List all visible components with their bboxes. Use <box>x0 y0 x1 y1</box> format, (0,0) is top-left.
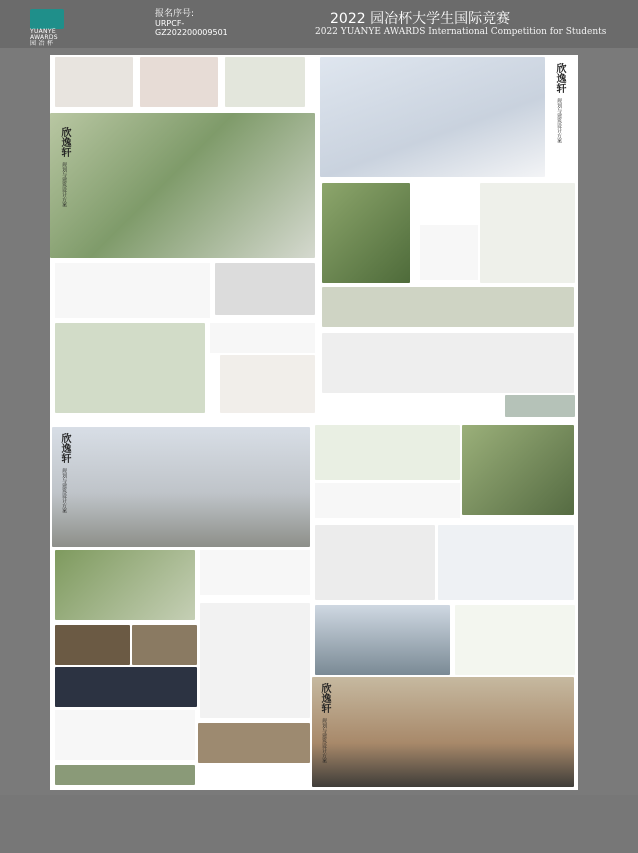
site-notes <box>210 323 315 353</box>
logo-line2: AWARDS <box>30 34 58 41</box>
design-description <box>55 263 210 318</box>
evening-facade-render <box>312 677 574 787</box>
plan-thumbnail-3 <box>225 57 305 107</box>
project-subtitle-2: 规划与建筑设计方案 <box>61 162 67 208</box>
project-title-bottom <box>315 683 334 778</box>
interior-notes <box>55 710 195 760</box>
eco-description <box>315 483 460 518</box>
green-courtyard-render <box>462 425 574 515</box>
project-title-left-1 <box>55 127 74 237</box>
interior-photo-1 <box>55 625 130 665</box>
project-name-3: 欣逸轩 <box>59 433 70 463</box>
elevation-photo <box>505 395 575 417</box>
interior-photo-2 <box>132 625 197 665</box>
site-plan <box>55 323 205 413</box>
concept-notes <box>420 225 478 280</box>
aerial-snow-render <box>320 57 545 177</box>
poster-board <box>50 55 578 790</box>
logo-mark-icon <box>30 9 64 29</box>
section-diagrams <box>480 183 575 283</box>
roof-sketch <box>220 355 315 413</box>
detail-drawings <box>315 525 435 600</box>
footer-band <box>0 795 638 853</box>
reg-line2: GZ202200009501 <box>155 28 228 37</box>
plan-thumbnail-2 <box>140 57 218 107</box>
project-name-2: 欣逸轩 <box>59 127 70 157</box>
structure-diagrams <box>322 333 574 393</box>
lower-render <box>315 605 450 675</box>
detail-photos-row <box>322 287 574 327</box>
floor-plans <box>200 603 310 718</box>
facade-render <box>52 427 310 547</box>
project-name-1: 欣逸轩 <box>554 63 565 93</box>
location-map <box>215 263 315 315</box>
greenery-circles <box>455 605 575 675</box>
night-photo <box>55 667 197 707</box>
project-name-4: 欣逸轩 <box>319 683 330 713</box>
landscape-axonometric <box>55 550 195 620</box>
green-roof-render <box>322 183 410 283</box>
project-subtitle-3: 规划与建筑设计方案 <box>61 468 67 514</box>
registration-number <box>155 10 228 37</box>
header-bar <box>0 0 638 48</box>
reg-line1: URPCF- <box>155 19 185 28</box>
solar-diagram <box>438 525 574 600</box>
project-subtitle-4: 规划与建筑设计方案 <box>321 718 327 764</box>
eco-diagram <box>315 425 460 480</box>
project-subtitle-1: 规划与建筑设计方案 <box>556 98 562 144</box>
project-title-left-2 <box>55 433 74 528</box>
landscape-strip <box>55 765 195 785</box>
competition-title-cn: 2022 园冶杯大学生国际竞赛 <box>330 11 511 27</box>
plan-thumbnail-1 <box>55 57 133 107</box>
logo-line3: 园 冶 杯 <box>30 40 54 47</box>
project-title-top-right <box>550 63 569 173</box>
logo-text <box>30 29 58 47</box>
aerial-green-roof-render <box>50 113 315 258</box>
material-photos <box>198 723 310 763</box>
reg-label: 报名序号: <box>155 9 195 19</box>
landscape-notes <box>200 550 310 595</box>
competition-title-en: 2022 YUANYE AWARDS International Competition for Students <box>315 27 607 37</box>
logo-line1: YUANYE <box>30 28 56 35</box>
yuanye-logo <box>30 9 64 47</box>
